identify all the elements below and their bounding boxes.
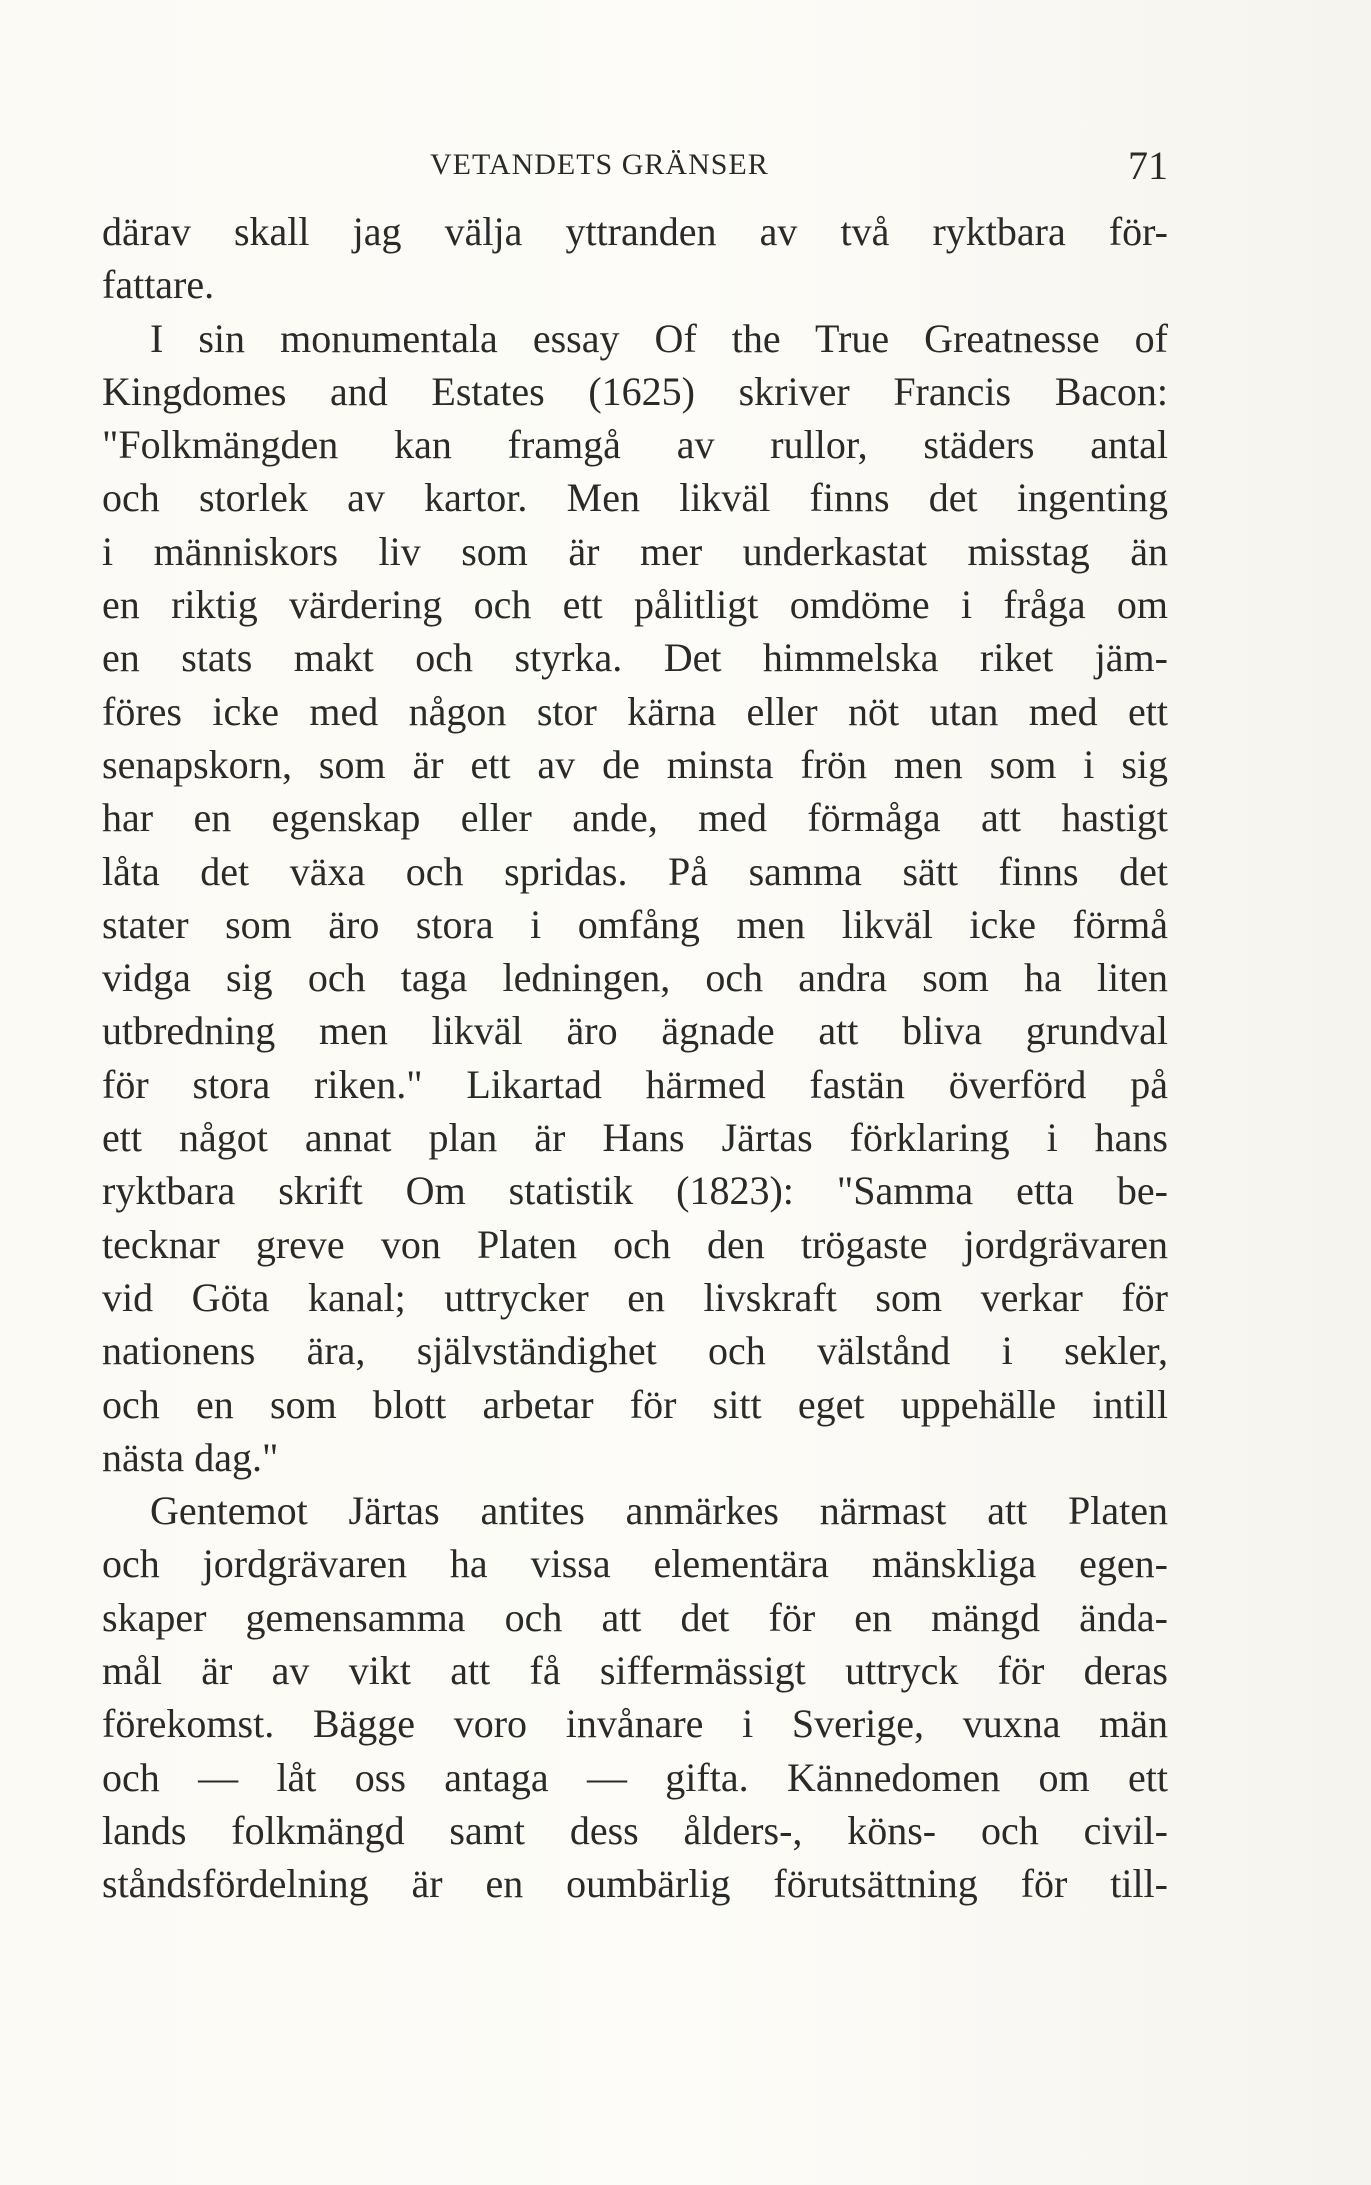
text-line: en stats makt och styrka. Det himmelska riket jäm-	[102, 635, 1168, 681]
text-line: vidga sig och taga ledningen, och andra som ha liten	[102, 955, 1168, 1001]
text-line: tecknar greve von Platen och den trögaste jordgrävaren	[102, 1221, 1168, 1267]
text-line: "Folkmängden kan framgå av rullor, städers antal	[102, 422, 1168, 468]
text-line: lands folkmängd samt dess ålders-, köns- och civil-	[102, 1807, 1168, 1853]
text-line: förekomst. Bägge voro invånare i Sverige, vuxna män	[102, 1701, 1168, 1747]
text-line: senapskorn, som är ett av de minsta frön men som i sig	[102, 741, 1168, 787]
text-line: ett något annat plan är Hans Järtas förklaring i hans	[102, 1115, 1168, 1161]
text-line: utbredning men likväl äro ägnade att bliva grundval	[102, 1008, 1168, 1054]
text-line: därav skall jag välja yttranden av två ryktbara för-	[102, 209, 1168, 254]
text-line: för stora riken." Likartad härmed fastän överförd på	[102, 1061, 1168, 1107]
text-line: och en som blott arbetar för sitt eget uppehälle intill	[102, 1381, 1168, 1427]
text-line: I sin monumentala essay Of the True Greatnesse of	[150, 315, 1168, 361]
text-line: ståndsfördelning är en oumbärlig förutsättning för till-	[102, 1861, 1168, 1907]
text-line: har en egenskap eller ande, med förmåga att hastigt	[102, 795, 1168, 841]
running-head: VETANDETS GRÄNSER	[430, 148, 769, 181]
text-line: föres icke med någon stor kärna eller nöt utan med ett	[102, 688, 1168, 734]
text-line: en riktig värdering och ett pålitligt omdöme i fråga om	[102, 582, 1168, 628]
text-line: och jordgrävaren ha vissa elementära mänskliga egen-	[102, 1541, 1168, 1587]
text-line: nästa dag."	[102, 1434, 279, 1480]
text-line: låta det växa och spridas. På samma sätt finns det	[102, 848, 1168, 894]
text-line: i människors liv som är mer underkastat misstag än	[102, 528, 1168, 574]
page-number: 71	[1128, 143, 1168, 188]
text-line: mål är av vikt att få siffermässigt uttryck för deras	[102, 1648, 1168, 1694]
text-line: Gentemot Järtas antites anmärkes närmast att Platen	[150, 1488, 1168, 1534]
body-text	[102, 205, 1168, 1911]
text-line: ryktbara skrift Om statistik (1823): "Samma etta be-	[102, 1168, 1168, 1214]
text-line: och — låt oss antaga — gifta. Kännedomen om ett	[102, 1754, 1168, 1800]
text-line: skaper gemensamma och att det för en mängd ända-	[102, 1594, 1168, 1640]
text-line: fattare.	[102, 262, 215, 308]
text-line: och storlek av kartor. Men likväl finns det ingenting	[102, 475, 1168, 521]
text-line: Kingdomes and Estates (1625) skriver Francis Bacon:	[102, 368, 1168, 414]
text-line: stater som äro stora i omfång men likväl icke förmå	[102, 901, 1168, 947]
page-header	[100, 142, 1168, 192]
text-line: vid Göta kanal; uttrycker en livskraft som verkar för	[102, 1274, 1168, 1320]
text-line: nationens ära, självständighet och välstånd i sekler,	[102, 1328, 1168, 1374]
